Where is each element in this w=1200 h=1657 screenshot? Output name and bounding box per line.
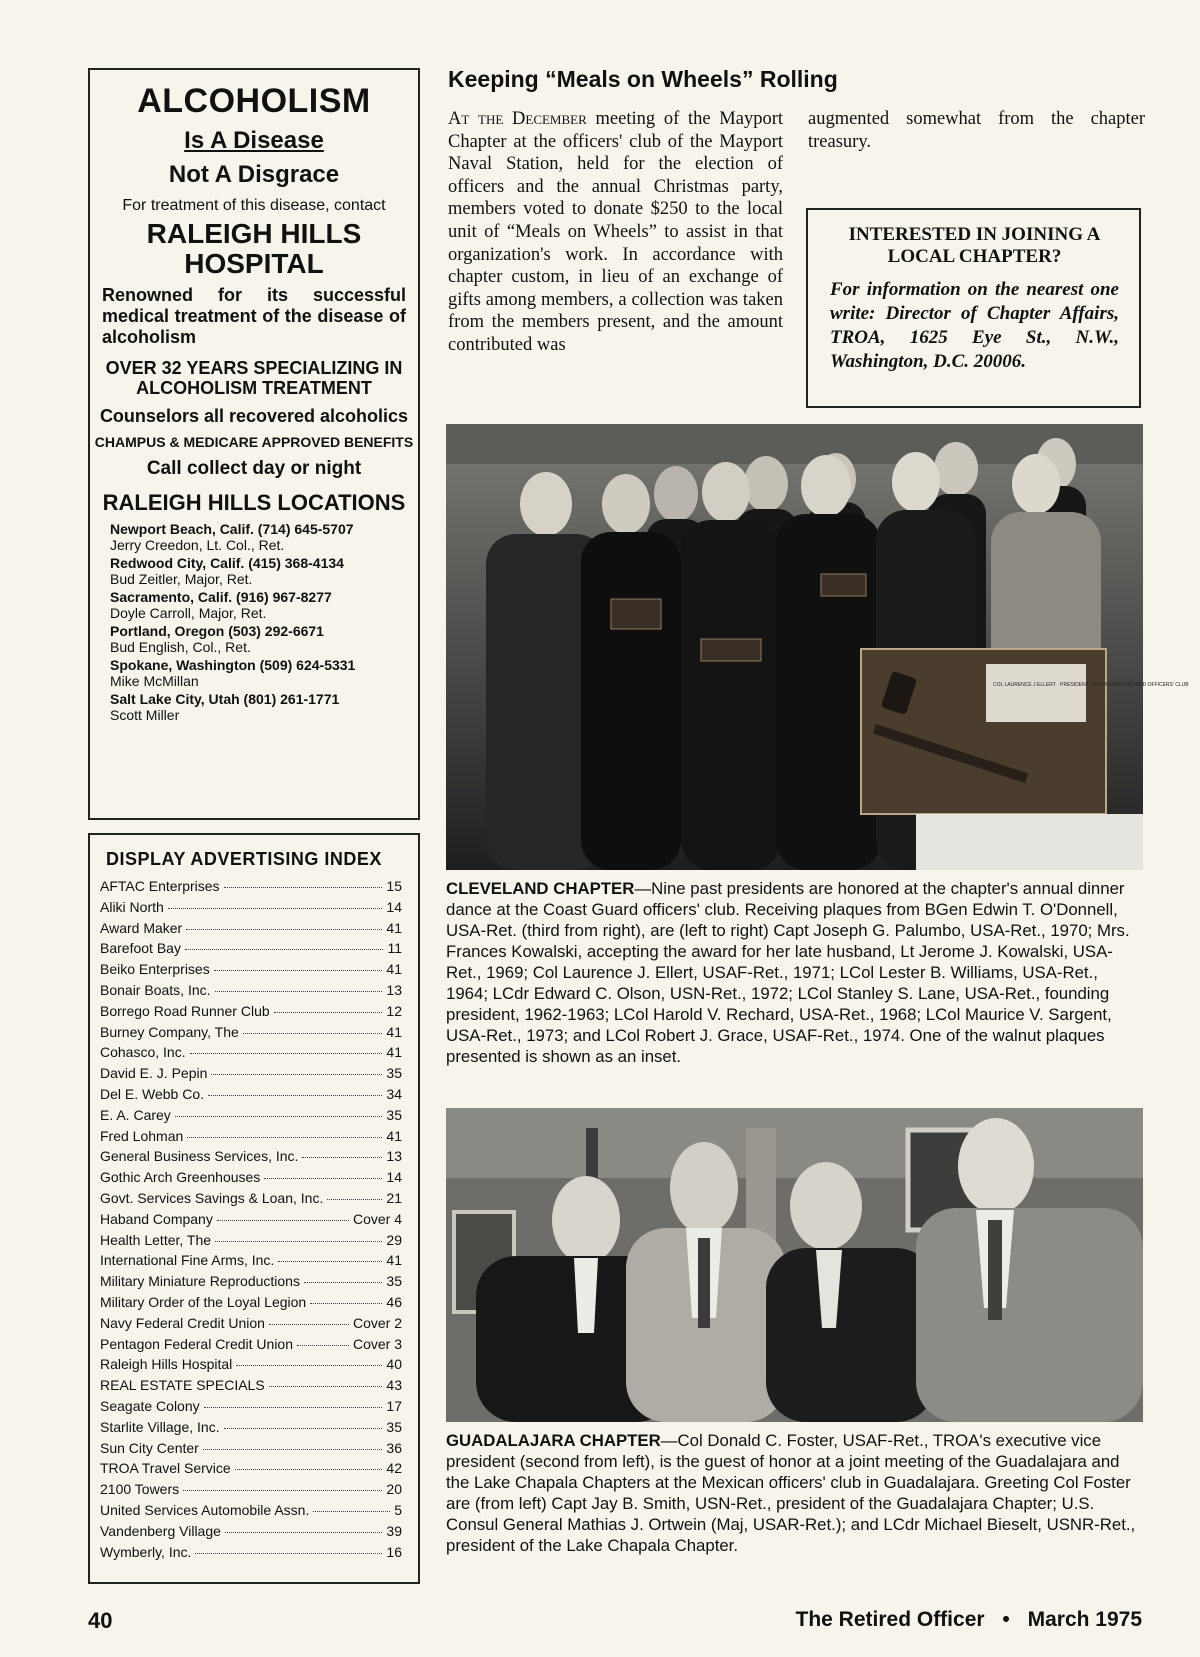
index-leader-dots — [208, 1095, 382, 1096]
index-leader-dots — [168, 908, 383, 909]
index-page-number: 35 — [386, 1106, 402, 1123]
index-leader-dots — [224, 887, 383, 888]
index-page-number: 41 — [386, 1044, 402, 1061]
ad-call-text: Call collect day or night — [146, 458, 362, 479]
index-entry — [100, 1294, 402, 1315]
index-page-number: 16 — [386, 1543, 402, 1560]
index-leader-dots — [225, 1532, 383, 1533]
index-leader-dots — [187, 1137, 382, 1138]
location-place: Redwood City, Calif. (415) 368-4134 — [110, 555, 344, 571]
caption-text: —Col Donald C. Foster, USAF-Ret., TROA's executive vice president (second from left), is the guest of honor at a joint meeting of the Guadalajara and the Lake Chapala Chapters at the Mexican officers' club in Guadalajara. Greeting Col Foster are (from left) Capt Jay B. Smith, USN-Ret., president of the Guadalajara Chapter; U.S. Consul General Mathias J. Ortwein (Maj, USAR-Ret.); and LCdr Michael Bieselt, USNR-Ret., president of the Lake Chapala Chapter. — [446, 1431, 1136, 1555]
index-entry — [100, 1044, 402, 1065]
issue-date: March 1975 — [1027, 1608, 1142, 1631]
index-page-number: 12 — [386, 1002, 402, 1019]
index-entry — [100, 1232, 402, 1253]
article-lead-in: At the December — [448, 109, 587, 129]
index-leader-dots — [313, 1511, 390, 1512]
index-page-number: Cover 2 — [352, 1314, 402, 1331]
index-advertiser-name: REAL ESTATE SPECIALS — [100, 1377, 265, 1394]
index-advertiser-name: International Fine Arms, Inc. — [100, 1252, 275, 1269]
join-text: For information on the nearest one write: Director of Chapter Affairs, TROA, 1625 Eye St., N.W., Washington, D.C. 20006. — [830, 279, 1119, 372]
index-list — [100, 878, 402, 1564]
index-entry — [100, 1148, 402, 1169]
index-leader-dots — [183, 1490, 382, 1491]
index-page-number: 41 — [386, 1023, 402, 1040]
index-entry — [100, 1523, 402, 1544]
index-leader-dots — [304, 1282, 382, 1283]
index-entry — [100, 1398, 402, 1419]
index-advertiser-name: Del E. Webb Co. — [100, 1085, 205, 1102]
index-leader-dots — [217, 1220, 349, 1221]
index-entry — [100, 1252, 402, 1273]
index-entry — [100, 961, 402, 982]
index-title: DISPLAY ADVERTISING INDEX — [106, 849, 382, 869]
article-column-2: augmented somewhat from the chapter treasury. — [808, 109, 1145, 152]
ad-counselors-text: Counselors all recovered alcoholics — [99, 406, 409, 426]
index-page-number: 11 — [387, 940, 402, 957]
index-advertiser-name: David E. J. Pepin — [100, 1065, 208, 1082]
index-leader-dots — [211, 1074, 382, 1075]
footer-separator: • — [1002, 1608, 1010, 1631]
index-leader-dots — [236, 1365, 382, 1366]
plaque-inset — [861, 649, 1106, 814]
index-leader-dots — [224, 1428, 383, 1429]
index-entry — [100, 1107, 402, 1128]
index-advertiser-name: Vandenberg Village — [100, 1522, 221, 1539]
index-page-number: 14 — [386, 1169, 402, 1186]
location-contact: Bud Zeitler, Major, Ret. — [110, 571, 253, 587]
guadalajara-chapter-caption — [446, 1430, 1144, 1556]
index-leader-dots — [269, 1386, 383, 1387]
index-leader-dots — [185, 949, 384, 950]
location-place: Spokane, Washington (509) 624-5331 — [110, 657, 356, 673]
index-advertiser-name: Navy Federal Credit Union — [100, 1314, 265, 1331]
index-leader-dots — [186, 929, 382, 930]
index-entry — [100, 1128, 402, 1149]
index-page-number: 41 — [386, 961, 402, 978]
join-chapter-box — [806, 208, 1141, 408]
index-advertiser-name: Cohasco, Inc. — [100, 1044, 186, 1061]
index-advertiser-name: Govt. Services Savings & Loan, Inc. — [100, 1189, 324, 1206]
index-entry — [100, 1481, 402, 1502]
index-page-number: 20 — [386, 1481, 402, 1498]
article-title: Keeping “Meals on Wheels” Rolling — [448, 66, 838, 92]
caption-lead: CLEVELAND CHAPTER — [446, 879, 635, 898]
ad-renowned-text: Renowned for its successful medical treatment of the disease of alcoholism — [102, 285, 406, 347]
index-page-number: 13 — [386, 981, 402, 998]
index-entry — [100, 1544, 402, 1565]
index-advertiser-name: Sun City Center — [100, 1439, 199, 1456]
index-page-number: 35 — [386, 1273, 402, 1290]
index-advertiser-name: Wymberly, Inc. — [100, 1543, 192, 1560]
page-number: 40 — [88, 1608, 113, 1633]
index-advertiser-name: Raleigh Hills Hospital — [100, 1356, 233, 1373]
ad-hospital-name: RALEIGH HILLS HOSPITAL — [146, 218, 362, 279]
index-page-number: 36 — [386, 1439, 402, 1456]
ad-locations-title: RALEIGH HILLS LOCATIONS — [102, 490, 406, 515]
index-advertiser-name: Seagate Colony — [100, 1397, 200, 1414]
index-entry — [100, 1419, 402, 1440]
index-advertiser-name: Gothic Arch Greenhouses — [100, 1169, 261, 1186]
index-entry — [100, 1024, 402, 1045]
index-advertiser-name: Health Letter, The — [100, 1231, 212, 1248]
index-advertiser-name: Pentagon Federal Credit Union — [100, 1335, 294, 1352]
cleveland-chapter-photo — [446, 424, 1189, 870]
index-leader-dots — [214, 970, 383, 971]
location-place: Salt Lake City, Utah (801) 261-1771 — [110, 691, 340, 707]
index-page-number: 41 — [386, 1127, 402, 1144]
location-contact: Jerry Creedon, Lt. Col., Ret. — [110, 537, 285, 553]
index-advertiser-name: Starlite Village, Inc. — [100, 1418, 220, 1435]
ad-champus-text: CHAMPUS & MEDICARE APPROVED BENEFITS — [94, 434, 414, 450]
join-heading: INTERESTED IN JOINING A LOCAL CHAPTER? — [848, 224, 1101, 267]
index-leader-dots — [310, 1303, 382, 1304]
location-place: Sacramento, Calif. (916) 967-8277 — [110, 589, 332, 605]
index-entry — [100, 920, 402, 941]
index-entry — [100, 1086, 402, 1107]
index-entry — [100, 1315, 402, 1336]
ad-subtitle-disease: Is A Disease — [184, 127, 324, 154]
index-page-number: 35 — [386, 1065, 402, 1082]
index-advertiser-name: Fred Lohman — [100, 1127, 184, 1144]
index-leader-dots — [269, 1324, 349, 1325]
index-entry — [100, 1336, 402, 1357]
ad-subtitle-disgrace: Not A Disgrace — [168, 161, 340, 188]
index-leader-dots — [243, 1033, 383, 1034]
index-page-number: 41 — [386, 919, 402, 936]
index-page-number: 14 — [386, 898, 402, 915]
index-entry — [100, 1273, 402, 1294]
index-leader-dots — [215, 1241, 382, 1242]
index-entry — [100, 899, 402, 920]
index-entry — [100, 1377, 402, 1398]
index-advertiser-name: E. A. Carey — [100, 1106, 171, 1123]
index-entry — [100, 1169, 402, 1190]
publication-name: The Retired Officer — [795, 1608, 985, 1631]
index-entry — [100, 1502, 402, 1523]
index-advertiser-name: AFTAC Enterprises — [100, 878, 220, 894]
index-leader-dots — [203, 1449, 383, 1450]
plaque-text: COL LAURENCE J ELLERT · PRESIDENT · CLEVELAND RETIRED OFFICERS' CLUB — [993, 682, 1189, 688]
group-photo-illustration — [446, 1108, 1143, 1422]
article-body-1: meeting of the Mayport Chapter at the officers' club of the Mayport Naval Station, held for the election of officers and the annual Christmas party, members voted to donate $250 to the local unit of “Meals on Wheels” to assist in that organization's work. In accordance with chapter custom, in lieu of an exchange of gifts among members, a collection was taken from the members present, and the amount contributed was — [448, 109, 784, 355]
location-contact: Bud English, Col., Ret. — [110, 639, 251, 655]
index-leader-dots — [274, 1012, 383, 1013]
index-advertiser-name: Military Miniature Reproductions — [100, 1273, 300, 1290]
index-advertiser-name: General Business Services, Inc. — [100, 1148, 299, 1165]
group-photo-illustration — [446, 424, 1189, 870]
index-page-number: 35 — [386, 1418, 402, 1435]
index-leader-dots — [195, 1553, 382, 1554]
index-entry — [100, 1065, 402, 1086]
index-leader-dots — [175, 1116, 383, 1117]
index-page-number: Cover 4 — [352, 1210, 402, 1227]
index-page-number: 39 — [386, 1522, 402, 1539]
index-page-number: 40 — [386, 1356, 402, 1373]
index-entry — [100, 1440, 402, 1461]
index-entry — [100, 1356, 402, 1377]
index-advertiser-name: Haband Company — [100, 1210, 213, 1227]
index-leader-dots — [327, 1199, 382, 1200]
index-entry — [100, 1211, 402, 1232]
index-advertiser-name: United Services Automobile Assn. — [100, 1501, 310, 1518]
index-advertiser-name: Barefoot Bay — [100, 940, 181, 957]
index-page-number: Cover 3 — [352, 1335, 402, 1352]
location-contact: Mike McMillan — [110, 673, 199, 689]
guadalajara-chapter-photo — [446, 1108, 1143, 1422]
location-place: Newport Beach, Calif. (714) 645-5707 — [110, 521, 354, 537]
raleigh-hills-ad — [88, 68, 420, 820]
index-advertiser-name: Borrego Road Runner Club — [100, 1002, 270, 1019]
index-leader-dots — [190, 1053, 383, 1054]
index-leader-dots — [302, 1157, 382, 1158]
index-page-number: 5 — [394, 1501, 402, 1518]
location-contact: Doyle Carroll, Major, Ret. — [110, 605, 267, 621]
index-page-number: 17 — [386, 1397, 402, 1414]
ad-locations-list — [90, 521, 418, 723]
index-advertiser-name: Bonair Boats, Inc. — [100, 981, 211, 998]
index-page-number: 13 — [386, 1148, 402, 1165]
index-page-number: 21 — [386, 1189, 402, 1206]
index-page-number: 41 — [386, 1252, 402, 1269]
index-page-number: 46 — [386, 1293, 402, 1310]
index-leader-dots — [235, 1469, 383, 1470]
index-page-number: 42 — [386, 1460, 402, 1477]
index-leader-dots — [204, 1407, 383, 1408]
index-leader-dots — [215, 991, 383, 992]
cleveland-chapter-caption — [446, 878, 1144, 1067]
ad-years-text: OVER 32 YEARS SPECIALIZING IN ALCOHOLISM TREATMENT — [105, 358, 403, 398]
index-page-number: 34 — [386, 1085, 402, 1102]
index-page-number: 15 — [386, 878, 402, 894]
caption-text: —Nine past presidents are honored at the chapter's annual dinner dance at the Coast Guard officers' club. Receiving plaques from BGen Edwin T. O'Donnell, USA-Ret. (third from right), are (left to right) Capt Joseph G. Palumbo, USA-Ret., 1970; Mrs. Frances Kowalski, accepting the award for her late husband, Lt Jerome J. Kowalski, USA-Ret., 1969; Col Laurence J. Ellert, USAF-Ret., 1971; LCol Lester B. Williams, USA-Ret., 1964; LCdr Edward C. Olson, USN-Ret., 1972; LCol Stanley S. Lane, USA-Ret., founding president, 1962-1963; LCol Harold V. Rechard, USA-Ret., 1968; LCol Maurice V. Sargent, USA-Ret., 1973; and LCol Robert J. Grace, USAF-Ret., 1974. One of the walnut plaques presented is shown as an inset. — [446, 879, 1130, 1066]
index-entry — [100, 940, 402, 961]
ad-title: ALCOHOLISM — [137, 82, 371, 120]
index-page-number: 29 — [386, 1231, 402, 1248]
index-advertiser-name: 2100 Towers — [100, 1481, 180, 1498]
index-entry — [100, 1190, 402, 1211]
advertising-index — [88, 833, 420, 1584]
index-advertiser-name: Beiko Enterprises — [100, 961, 210, 978]
index-leader-dots — [264, 1178, 382, 1179]
caption-lead: GUADALAJARA CHAPTER — [446, 1431, 661, 1450]
location-place: Portland, Oregon (503) 292-6671 — [110, 623, 324, 639]
index-advertiser-name: TROA Travel Service — [100, 1460, 231, 1477]
index-advertiser-name: Military Order of the Loyal Legion — [100, 1293, 307, 1310]
index-entry — [100, 878, 402, 899]
index-entry — [100, 982, 402, 1003]
location-contact: Scott Miller — [110, 707, 180, 723]
article-column-1 — [448, 108, 783, 357]
index-advertiser-name: Burney Company, The — [100, 1023, 239, 1040]
index-entry — [100, 1003, 402, 1024]
index-leader-dots — [297, 1345, 349, 1346]
index-advertiser-name: Award Maker — [100, 919, 183, 936]
ad-contact-line: For treatment of this disease, contact — [122, 197, 386, 214]
index-advertiser-name: Aliki North — [100, 898, 164, 915]
index-entry — [100, 1460, 402, 1481]
index-leader-dots — [278, 1261, 382, 1262]
index-page-number: 43 — [386, 1377, 402, 1394]
publication-footer — [796, 1608, 1143, 1632]
